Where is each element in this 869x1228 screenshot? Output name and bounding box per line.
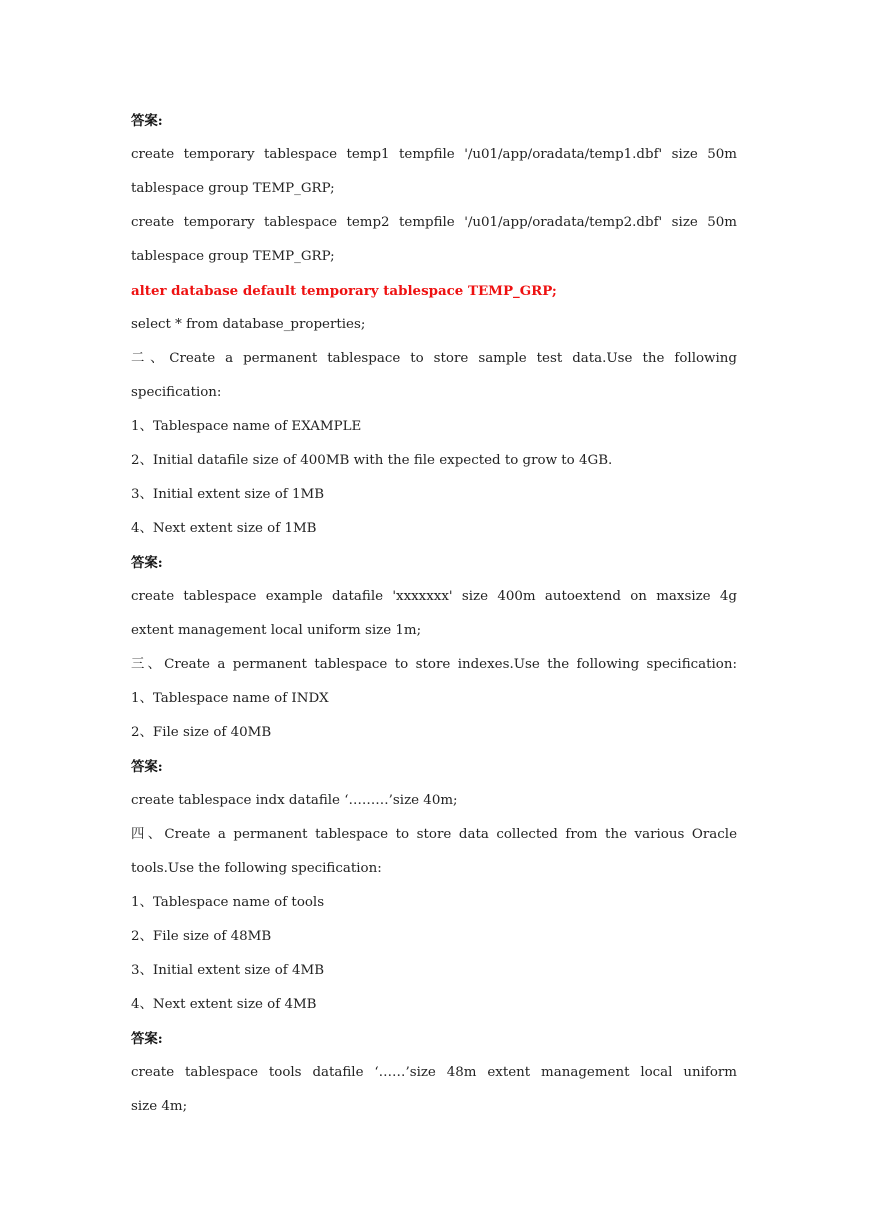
question-heading: 二、Create a permanent tablespace to store sample test data.Use the following [131,351,737,366]
spec-item: 1、Tablespace name of tools [131,895,325,910]
question-heading-continued: specification: [131,385,222,400]
highlighted-code-line: alter database default temporary tablespace TEMP_GRP; [131,283,557,299]
answer-label: 答案: [131,555,163,571]
spec-item: 3、Initial extent size of 1MB [131,487,325,502]
answer-label: 答案: [131,759,163,775]
question-heading: 三、Create a permanent tablespace to store indexes.Use the following specification: [131,657,737,672]
code-line: tablespace group TEMP_GRP; [131,249,335,264]
code-line: create tablespace example datafile 'xxxxxxx' size 400m autoextend on maxsize 4g [131,589,737,604]
code-line: select * from database_properties; [131,317,366,332]
spec-item: 4、Next extent size of 1MB [131,521,317,536]
spec-item: 1、Tablespace name of INDX [131,691,329,706]
answer-label: 答案: [131,113,163,129]
code-line: create tablespace indx datafile ‘………’size 40m; [131,793,458,808]
spec-item: 4、Next extent size of 4MB [131,997,317,1012]
spec-item: 1、Tablespace name of EXAMPLE [131,419,362,434]
code-line: size 4m; [131,1099,188,1114]
question-heading: 四、Create a permanent tablespace to store data collected from the various Oracle [131,827,737,842]
code-line: create temporary tablespace temp2 tempfile '/u01/app/oradata/temp2.dbf' size 50m [131,215,737,230]
spec-item: 2、Initial datafile size of 400MB with the file expected to grow to 4GB. [131,453,613,468]
code-line: create temporary tablespace temp1 tempfile '/u01/app/oradata/temp1.dbf' size 50m [131,147,737,162]
code-line: tablespace group TEMP_GRP; [131,181,335,196]
question-heading-continued: tools.Use the following specification: [131,861,382,876]
answer-label: 答案: [131,1031,163,1047]
spec-item: 2、File size of 40MB [131,725,272,740]
spec-item: 2、File size of 48MB [131,929,272,944]
code-line: create tablespace tools datafile ‘……’size 48m extent management local uniform [131,1065,737,1080]
spec-item: 3、Initial extent size of 4MB [131,963,325,978]
code-line: extent management local uniform size 1m; [131,623,422,638]
document-page [131,104,737,1124]
